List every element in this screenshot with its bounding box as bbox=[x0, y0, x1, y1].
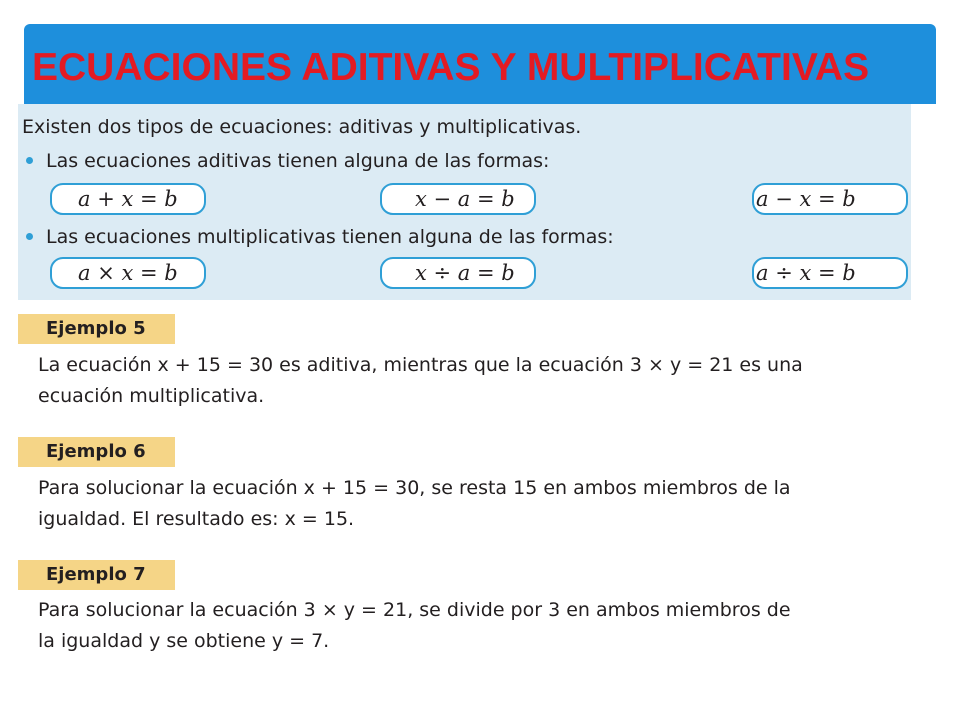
multiplicative-form-1: a × x = b bbox=[50, 257, 206, 289]
example-6-text bbox=[38, 473, 918, 535]
additive-description: Las ecuaciones aditivas tienen alguna de las formas: bbox=[46, 150, 550, 172]
example-5-label: Ejemplo 5 bbox=[18, 314, 175, 344]
example-7-text bbox=[38, 595, 918, 657]
example-6-line-1: Para solucionar la ecuación x + 15 = 30, se resta 15 en ambos miembros de la bbox=[38, 477, 791, 499]
page-title: ECUACIONES ADITIVAS Y MULTIPLICATIVAS bbox=[32, 46, 870, 89]
bullet-icon bbox=[26, 233, 33, 240]
example-7-line-2: la igualdad y se obtiene y = 7. bbox=[38, 630, 330, 652]
example-7-label: Ejemplo 7 bbox=[18, 560, 175, 590]
definition-intro: Existen dos tipos de ecuaciones: aditivas y multiplicativas. bbox=[22, 116, 582, 138]
bullet-icon bbox=[26, 157, 33, 164]
additive-form-2: x − a = b bbox=[380, 183, 536, 215]
multiplicative-form-3: a ÷ x = b bbox=[752, 257, 908, 289]
example-5-line-1: La ecuación x + 15 = 30 es aditiva, mientras que la ecuación 3 × y = 21 es una bbox=[38, 354, 803, 376]
example-7-line-1: Para solucionar la ecuación 3 × y = 21, se divide por 3 en ambos miembros de bbox=[38, 599, 791, 621]
example-6-line-2: igualdad. El resultado es: x = 15. bbox=[38, 508, 355, 530]
example-5-text bbox=[38, 350, 918, 412]
additive-form-1: a + x = b bbox=[50, 183, 206, 215]
multiplicative-description: Las ecuaciones multiplicativas tienen alguna de las formas: bbox=[46, 226, 614, 248]
additive-form-3: a − x = b bbox=[752, 183, 908, 215]
multiplicative-form-2: x ÷ a = b bbox=[380, 257, 536, 289]
example-6-label: Ejemplo 6 bbox=[18, 437, 175, 467]
example-5-line-2: ecuación multiplicativa. bbox=[38, 385, 265, 407]
